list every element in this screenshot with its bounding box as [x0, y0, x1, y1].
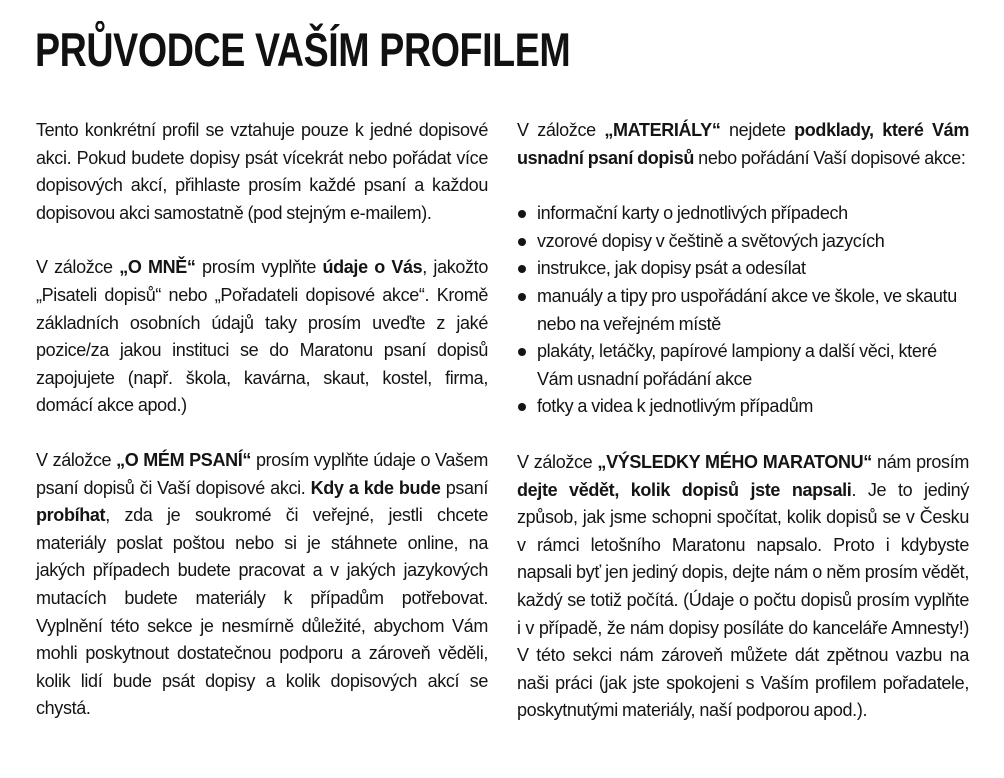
bullet-icon [518, 238, 526, 246]
left-column [36, 117, 488, 723]
text-run: nebo pořádání Vaší dopisové akce: [694, 147, 966, 168]
list-item [517, 200, 969, 228]
tab-name-o-mem-psani: „O MÉM PSANÍ“ [116, 449, 252, 470]
o-mem-psani-paragraph [36, 447, 488, 723]
bullet-icon [518, 210, 526, 218]
emphasis: údaje o Vás [322, 257, 423, 278]
tab-name-vysledky: „VÝSLEDKY MÉHO MARATONU“ [597, 451, 872, 472]
list-item-text: plakáty, letáčky, papírové lampiony a další věci, které Vám usnadní pořádání akce [537, 341, 937, 389]
text-run: , jakožto „Pisateli dopisů“ nebo „Pořadateli dopisové akce“. Kromě základních osobních údajů taky prosím uveďte z jaké pozice/za jakou instituci se do Maratonu psaní dopisů zapojujete (např. škola, kavárna, skaut, kostel, firma, domácí akce apod.) [36, 257, 488, 416]
text-run: . Je to jediný způsob, jak jsme schopni spočítat, kolik dopisů se v Česku v rámci letošního Maratonu napsalo. Proto i kdybyste napsali byť jen jediný dopis, dejte nám o něm prosím vědět, každý se totiž počítá. (Údaje o počtu dopisů prosím vyplňte i v případě, že nám dopisy posíláte do kanceláře Amnesty!) V této sekci nám zároveň můžete dát zpětnou vazbu na naši práci (jak jste spokojeni s Vaším profilem pořadatele, poskytnutými materiály, naší podporou apod.). [517, 479, 969, 721]
text-run: prosím vyplňte [195, 257, 323, 278]
list-item-text: manuály a tipy pro uspořádání akce ve škole, ve skautu nebo na veřejném místě [537, 285, 957, 334]
bullet-icon [518, 293, 526, 301]
list-item-text: vzorové dopisy v češtině a světových jazycích [537, 230, 885, 251]
text-run: nám prosím [871, 451, 969, 472]
intro-paragraph: Tento konkrétní profil se vztahuje pouze k jedné dopisové akci. Pokud budete dopisy psát vícekrát nebo pořádat více dopisových akcí, přihlaste prosím každé psaní a každou dopisovou akci samostatně (pod stejným e-mailem). [36, 120, 488, 223]
emphasis: dejte vědět, kolik dopisů jste napsali [517, 479, 852, 500]
text-run: V záložce [36, 257, 120, 278]
page-title: PRŮVODCE VAŠÍM PROFILEM [35, 23, 571, 76]
emphasis: probíhat [36, 505, 106, 526]
list-item-text: fotky a videa k jednotlivým případům [537, 396, 814, 417]
list-item-text: instrukce, jak dopisy psát a odesílat [537, 258, 806, 279]
text-run: , zda je soukromé či veřejné, jestli chcete materiály poslat poštou nebo si je stáhnete online, na jakých případech budete pracovat a v jakých jazykových mutacích budete materiály k případům potřebovat. Vyplnění této sekce je nesmírně důležité, abychom Vám mohli poskytnout dostatečnou podporu a zároveň věděli, kolik lidí bude psát dopisy a kolik dopisových akcí se chystá. [36, 505, 488, 719]
materials-list [517, 200, 969, 421]
bullet-icon [518, 403, 526, 411]
list-item [517, 393, 969, 421]
text-run: nejdete [720, 120, 795, 140]
text-run: V záložce [517, 120, 605, 140]
right-column [517, 117, 969, 725]
list-item [517, 255, 969, 283]
text-run: V záložce [36, 449, 117, 470]
list-item [517, 338, 969, 393]
emphasis: Kdy a kde bude [310, 477, 441, 498]
text-run: prosím vyplňte údaje o Vašem psaní dopisů či Vaší dopisové akci. [36, 449, 488, 498]
emphasis: podklady, které Vám usnadní psaní dopisů [517, 120, 969, 168]
bullet-icon [518, 265, 526, 273]
text-run: V záložce [517, 451, 598, 472]
tab-name-o-mne: „O MNĚ“ [119, 257, 196, 278]
vysledky-paragraph [517, 449, 969, 725]
o-mne-paragraph [36, 254, 488, 420]
tab-name-materialy: „MATERIÁLY“ [604, 120, 721, 140]
list-item-text: informační karty o jednotlivých případech [537, 203, 848, 224]
materialy-paragraph [517, 117, 969, 172]
bullet-icon [518, 348, 526, 356]
text-run: psaní [440, 477, 488, 498]
list-item [517, 283, 969, 338]
list-item [517, 228, 969, 256]
